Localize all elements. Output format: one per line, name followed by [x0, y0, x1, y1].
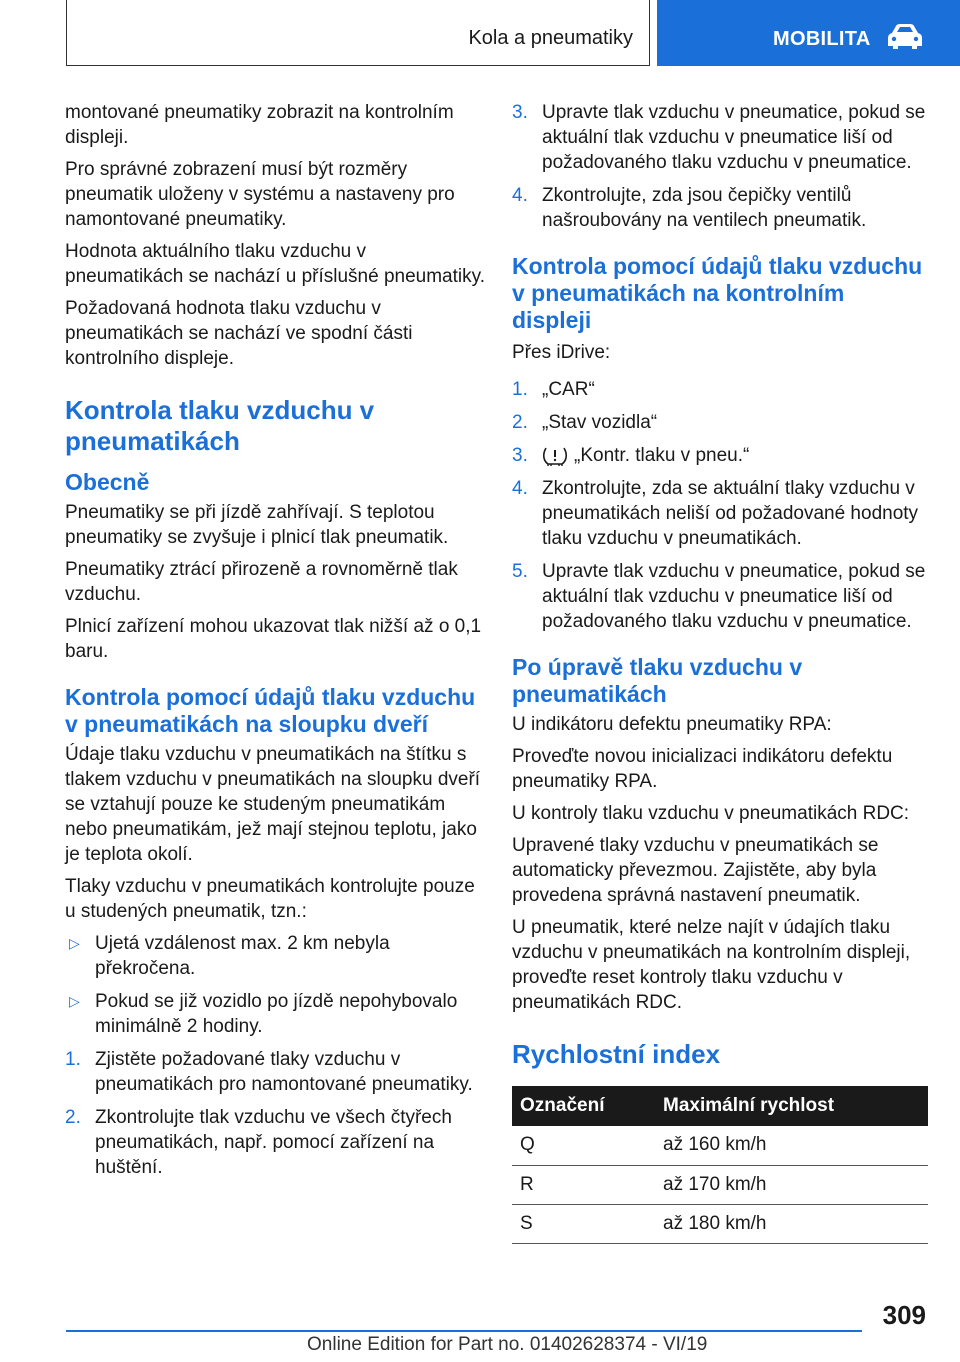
car-icon: [882, 0, 926, 66]
step-number: 4.: [512, 478, 528, 499]
step-list: [512, 377, 928, 634]
heading-display-check: Kontrola pomocí údajů tlaku vzduchu v pneumatikách na kontrolním displeji: [512, 253, 923, 333]
list-item: [512, 443, 928, 468]
table-cell: až 170 km/h: [655, 1165, 928, 1204]
heading-door-pillar-check: Kontrola pomocí údajů tlaku vzduchu v pneumatikách na sloupku dveří: [65, 684, 476, 737]
paragraph: Plnicí zařízení mohou ukazovat tlak nižší až o 0,1 baru.: [65, 616, 482, 662]
edition-footer: Online Edition for Part no. 01402628374 - VI/19: [307, 1334, 708, 1355]
tire-pressure-warning-icon: [542, 445, 568, 467]
list-item-text: „Kontr. tlaku v pneu.“: [574, 445, 750, 466]
paragraph: U kontroly tlaku vzduchu v pneumatikách RDC:: [512, 803, 910, 824]
paragraph: U indikátoru defektu pneumatiky RPA:: [512, 714, 832, 735]
list-item-text: Zjistěte požadované tlaky vzduchu v pneumatikách pro namontované pneumatiky.: [95, 1049, 473, 1095]
table-header-row: [512, 1086, 928, 1126]
paragraph: Tlaky vzduchu v pneumatikách kontrolujte pouze u studených pneumatik, tzn.:: [65, 876, 475, 922]
paragraph: Přes iDrive:: [512, 342, 611, 363]
table-cell: až 160 km/h: [655, 1126, 928, 1165]
list-item: [512, 183, 928, 233]
paragraph: montované pneumatiky zobrazit na kontrolním displeji.: [65, 102, 454, 148]
header-frame: [66, 0, 650, 66]
list-item: [512, 377, 928, 402]
list-item: [512, 410, 928, 435]
list-item-text: Zkontrolujte, zda se aktuální tlaky vzduchu v pneumatikách neliší od požadované hodnoty tlaku vzduchu v pneumatikách.: [542, 478, 919, 549]
list-item: [65, 931, 485, 981]
list-item-text: Zkontrolujte, zda jsou čepičky ventilů našroubovány na ventilech pneumatik.: [542, 185, 867, 231]
table-cell: Q: [512, 1126, 655, 1165]
step-number: 2.: [65, 1107, 81, 1128]
step-number: 3.: [512, 102, 528, 123]
list-item-text: Ujetá vzdálenost max. 2 km nebyla překročena.: [95, 933, 390, 979]
step-number: 1.: [512, 379, 528, 400]
step-number: 3.: [512, 445, 528, 466]
list-item-text: Upravte tlak vzduchu v pneumatice, pokud se aktuální tlak vzduchu v pneumatice liší od požadovaného tlaku vzduchu v pneumatice.: [542, 102, 926, 173]
heading-speed-index: Rychlostní index: [512, 1039, 721, 1069]
paragraph: Hodnota aktuálního tlaku vzduchu v pneumatikách se nachází u příslušné pneumatiky.: [65, 241, 485, 287]
list-item: [512, 559, 928, 634]
bullet-list: [65, 931, 485, 1039]
list-item-text: „Stav vozidla“: [542, 412, 658, 433]
step-number: 5.: [512, 561, 528, 582]
left-column: [65, 100, 485, 1188]
step-list: [512, 100, 928, 233]
table-row: [512, 1165, 928, 1204]
column-header: Označení: [512, 1086, 655, 1126]
footer-divider: [66, 1330, 862, 1332]
section-title: Kola a pneumatiky: [468, 27, 633, 49]
page-header: [0, 0, 960, 66]
list-item: [512, 476, 928, 551]
step-number: 4.: [512, 185, 528, 206]
list-item-text: Zkontrolujte tlak vzduchu ve všech čtyřech pneumatikách, např. pomocí zařízení na huštění.: [95, 1107, 452, 1178]
list-item-text: „CAR“: [542, 379, 595, 400]
paragraph: U pneumatik, které nelze najít v údajích tlaku vzduchu v pneumatikách na kontrolním displeji, proveďte reset kontroly tlaku vzduchu v pneumatikách RDC.: [512, 917, 911, 1013]
heading-general: Obecně: [65, 469, 150, 495]
paragraph: Pro správné zobrazení musí být rozměry pneumatik uloženy v systému a nastaveny pro namontované pneumatiky.: [65, 159, 455, 230]
step-number: 1.: [65, 1049, 81, 1070]
table-row: [512, 1126, 928, 1165]
heading-after-adjustment: Po úpravě tlaku vzduchu v pneumatikách: [512, 654, 803, 707]
list-item-text: Upravte tlak vzduchu v pneumatice, pokud se aktuální tlak vzduchu v pneumatice liší od požadovaného tlaku vzduchu v pneumatice.: [542, 561, 926, 632]
table-cell: R: [512, 1165, 655, 1204]
chapter-tab-label: MOBILITA: [773, 28, 871, 50]
paragraph: Proveďte novou inicializaci indikátoru defektu pneumatiky RPA.: [512, 746, 893, 792]
page-number: 309: [882, 1300, 926, 1330]
triangle-bullet-icon: ▷: [69, 993, 80, 1009]
paragraph: Pneumatiky ztrácí přirozeně a rovnoměrně tlak vzduchu.: [65, 559, 458, 605]
list-item: [512, 100, 928, 175]
list-item: [65, 989, 485, 1039]
speed-index-table: [512, 1086, 928, 1244]
column-header: Maximální rychlost: [655, 1086, 928, 1126]
table-cell: S: [512, 1204, 655, 1243]
heading-tire-pressure-check: Kontrola tlaku vzduchu v pneumatikách: [65, 395, 375, 456]
paragraph: Upravené tlaky vzduchu v pneumatikách se automaticky převezmou. Zajistěte, aby byla provedena správná nastavení pneumatik.: [512, 835, 879, 906]
step-list: [65, 1047, 485, 1180]
step-number: 2.: [512, 412, 528, 433]
list-item: [65, 1105, 485, 1180]
triangle-bullet-icon: ▷: [69, 935, 80, 951]
paragraph: Údaje tlaku vzduchu v pneumatikách na štítku s tlakem vzduchu v pneumatikách na sloupku dveří se vztahují pouze ke studeným pneumatikám nebo pneumatikám, jež mají stejnou teplotu, jako je teplota okolí.: [65, 744, 481, 865]
table-row: [512, 1204, 928, 1243]
table-cell: až 180 km/h: [655, 1204, 928, 1243]
list-item-text: Pokud se již vozidlo po jízdě nepohybovalo minimálně 2 hodiny.: [95, 991, 458, 1037]
list-item: [65, 1047, 485, 1097]
right-column: [512, 100, 928, 1244]
paragraph: Požadovaná hodnota tlaku vzduchu v pneumatikách se nachází ve spodní části kontrolního displeje.: [65, 298, 413, 369]
paragraph: Pneumatiky se při jízdě zahřívají. S teplotou pneumatiky se zvyšuje i plnicí tlak pneumatik.: [65, 502, 449, 548]
